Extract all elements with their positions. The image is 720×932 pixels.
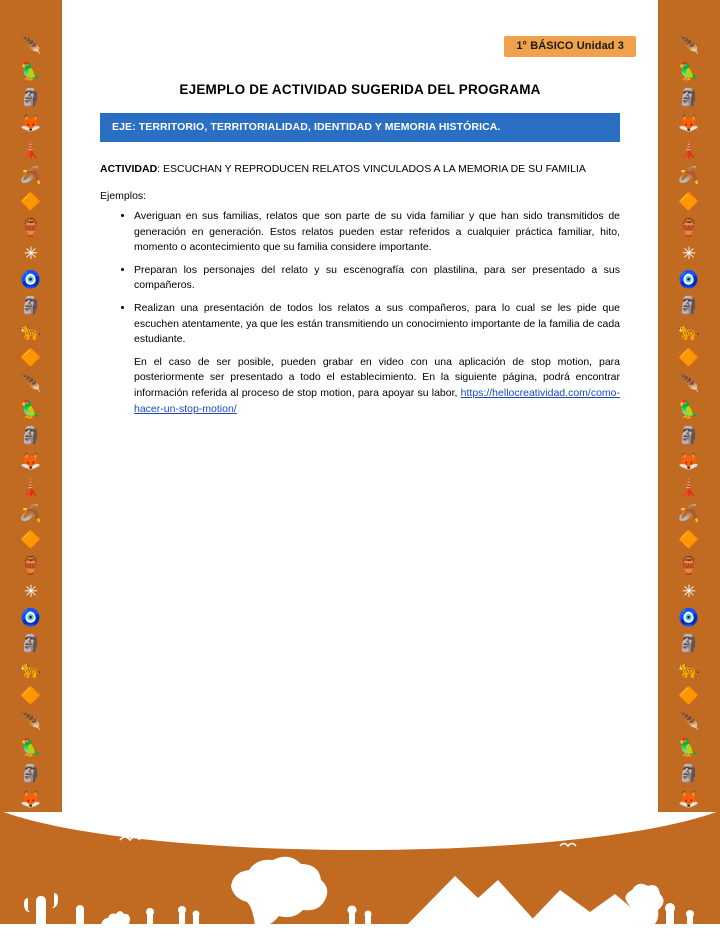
landscape-silhouette [0, 850, 720, 932]
stop-motion-link[interactable]: https://hellocreatividad.com/como-hacer-un-stop-motion/ [134, 386, 620, 415]
decorative-icon: 🪃 [20, 166, 42, 185]
decorative-icon: 🗼 [20, 478, 42, 497]
decorative-icon: ✳ [23, 244, 39, 263]
decorative-icon: 🗿 [678, 296, 700, 315]
decorative-icon: 🪶 [678, 712, 700, 731]
decorative-icon: 🗼 [678, 478, 700, 497]
decorative-icon: 🦊 [678, 790, 700, 809]
decorative-icon: 🗿 [678, 764, 700, 783]
decorative-icon: 🦜 [678, 738, 700, 757]
decorative-icon: 🔶 [678, 686, 700, 705]
document-content [100, 82, 620, 424]
activity-heading [100, 162, 620, 176]
decorative-icon: ✳ [23, 582, 39, 601]
decorative-icon: 🦊 [678, 114, 700, 133]
decorative-icon: 🪃 [20, 504, 42, 523]
right-icon-column [658, 36, 720, 836]
decorative-icon: 🗿 [20, 88, 42, 107]
decorative-icon: 🐆 [678, 322, 700, 341]
decorative-icon: 🗿 [678, 634, 700, 653]
list-item [134, 301, 620, 417]
examples-label: Ejemplos: [100, 190, 147, 202]
decorative-icon: 🪶 [678, 374, 700, 393]
decorative-icon: 🐆 [20, 660, 42, 679]
decorative-icon: 🧿 [20, 270, 42, 289]
list-item: • Averiguan en sus familias, relatos que son parte de su vida familiar y que han sido transmitidos de generación en generación. Estos relatos pueden estar referidos a cualquier práctica familiar, hito, momento o acontecimiento que su familia considere importante. [134, 209, 620, 256]
decorative-icon: 🦜 [20, 400, 42, 419]
decorative-icon: 🧿 [678, 270, 700, 289]
decorative-icon: 🪶 [20, 374, 42, 393]
examples-list [100, 209, 620, 417]
closing-paragraph [134, 355, 620, 417]
unit-badge: 1° BÁSICO Unidad 3 [504, 36, 636, 57]
page-title: EJEMPLO DE ACTIVIDAD SUGERIDA DEL PROGRAMA [179, 82, 541, 97]
decorative-icon: 🦊 [20, 452, 42, 471]
decorative-icon: 🪃 [678, 504, 700, 523]
decorative-icon: 🧿 [678, 608, 700, 627]
decorative-icon: 🧿 [20, 608, 42, 627]
decorative-icon: 🗿 [20, 634, 42, 653]
decorative-icon: 🔶 [678, 192, 700, 211]
decorative-icon: 🔶 [20, 348, 42, 367]
decorative-icon: 🪶 [20, 712, 42, 731]
decorative-icon: 🪶 [678, 36, 700, 55]
decorative-icon: 🗿 [20, 426, 42, 445]
decorative-icon: 🗿 [20, 296, 42, 315]
decorative-icon: 🦊 [20, 790, 42, 809]
decorative-icon: 🪶 [20, 36, 42, 55]
decorative-icon: 🔶 [678, 530, 700, 549]
decorative-icon: 🦊 [20, 114, 42, 133]
decorative-icon: 🔶 [678, 348, 700, 367]
decorative-icon: 🐆 [678, 660, 700, 679]
decorative-icon: 🦜 [678, 400, 700, 419]
decorative-icon: 🏺 [678, 556, 700, 575]
decorative-icon: 🗿 [678, 88, 700, 107]
decorative-icon: ✳ [681, 244, 697, 263]
decorative-icon: 🔶 [20, 192, 42, 211]
eje-banner: EJE: TERRITORIO, TERRITORIALIDAD, IDENTIDAD Y MEMORIA HISTÓRICA. [100, 113, 620, 142]
decorative-icon: 🏺 [678, 218, 700, 237]
decorative-icon: 🗿 [678, 426, 700, 445]
list-item-text: Realizan una presentación de todos los relatos a sus compañeros, para lo cual se les pide que escuchen atentamente, ya que les están transmitiendo un conocimiento importante de la familia de cada estudiante. [134, 301, 620, 346]
decorative-icon: 🗿 [20, 764, 42, 783]
activity-text: : ESCUCHAN Y REPRODUCEN RELATOS VINCULADOS A LA MEMORIA DE SU FAMILIA [157, 163, 586, 175]
decorative-icon: 🪃 [678, 166, 700, 185]
decorative-icon: ✳ [681, 582, 697, 601]
decorative-icon: 🏺 [20, 556, 42, 575]
decorative-icon: 🦜 [20, 62, 42, 81]
decorative-icon: 🔶 [20, 686, 42, 705]
decorative-icon: 🏺 [20, 218, 42, 237]
decorative-icon: 🗼 [678, 140, 700, 159]
decorative-icon: 🦜 [20, 738, 42, 757]
decorative-icon: 🦊 [678, 452, 700, 471]
bottom-decorative-band [0, 812, 720, 932]
decorative-icon: 🦜 [678, 62, 700, 81]
left-icon-column [0, 36, 62, 836]
list-item: • Preparan los personajes del relato y su escenografía con plastilina, para ser presentado a sus compañeros. [134, 263, 620, 294]
activity-label: ACTIVIDAD [100, 163, 158, 175]
decorative-icon: 🗼 [20, 140, 42, 159]
decorative-icon: 🐆 [20, 322, 42, 341]
decorative-icon: 🔶 [20, 530, 42, 549]
closing-paragraph-text: En el caso de ser posible, pueden grabar en video con una aplicación de stop motion, para posteriormente ser presentado a todo el establecimiento. En la siguiente página, podrá encontrar información referida al proceso de stop motion, para apoyar su labor, [134, 355, 620, 399]
